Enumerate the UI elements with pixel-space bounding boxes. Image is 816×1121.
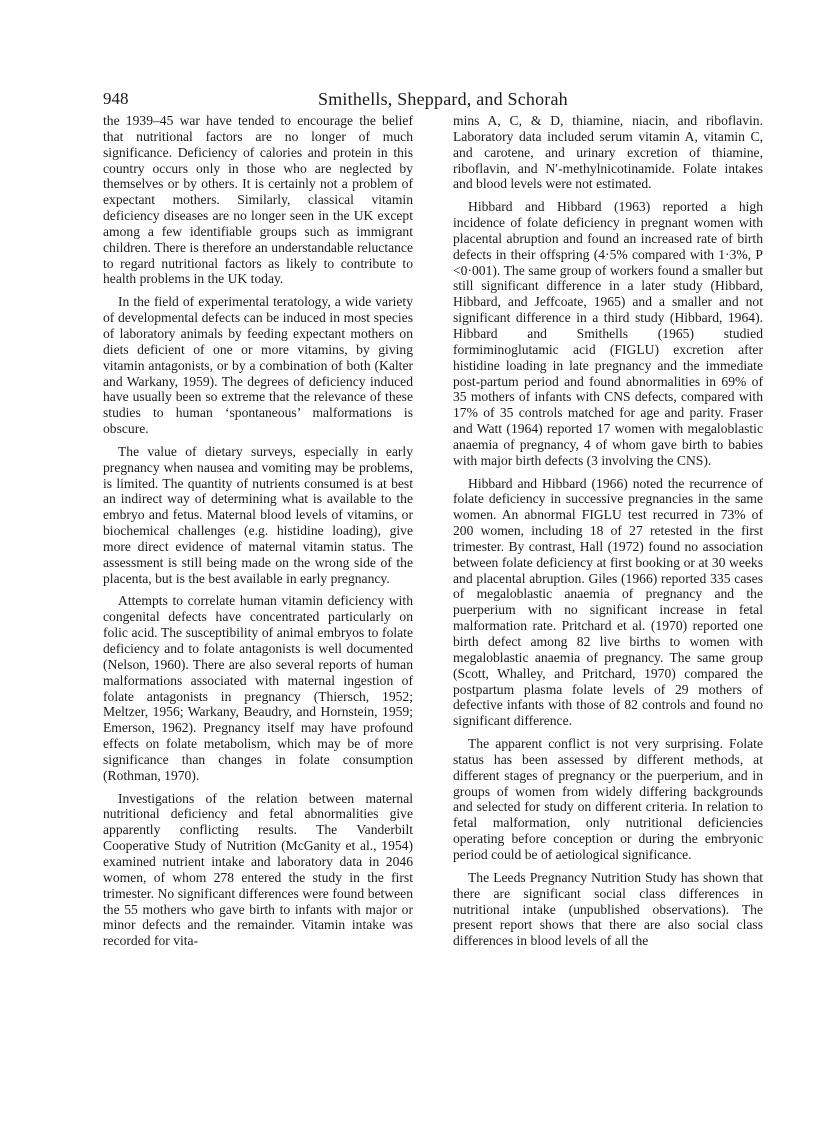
right-column	[453, 113, 763, 949]
paragraph: Hibbard and Hibbard (1966) noted the recurrence of folate deficiency in successive pregnancies in the same women. An abnormal FIGLU test recurred in 73% of 200 women, including 18 of 27 retested in the first trimester. By contrast, Hall (1972) found no association between folate deficiency at first booking or at 30 weeks and placental abruption. Giles (1966) reported 335 cases of megaloblastic anaemia of pregnancy and the puerperium with no significant increase in fetal malformation rate. Pritchard et al. (1970) reported one birth defect among 82 live births to women with megaloblastic anaemia of pregnancy. The same group (Scott, Whalley, and Pritchard, 1970) compared the postpartum plasma folate levels of 29 mothers of defective infants with those of 82 controls and found no significant difference.	[453, 475, 763, 729]
page-header	[103, 86, 763, 112]
paragraph: The apparent conflict is not very surprising. Folate status has been assessed by different methods, at different stages of pregnancy or the puerperium, and in groups of women from widely differing backgrounds and selected for study on different criteria. In relation to fetal malformation, only nutritional deficiencies operating before conception or during the embryonic period could be of aetiological significance.	[453, 736, 763, 862]
paragraph: Attempts to correlate human vitamin deficiency with congenital defects have concentrated particularly on folic acid. The susceptibility of animal embryos to folate deficiency and to folate antagonists is well documented (Nelson, 1960). There are also several reports of human malformations associated with maternal ingestion of folate antagonists in pregnancy (Thiersch, 1952; Meltzer, 1956; Warkany, Beaudry, and Hornstein, 1959; Emerson, 1962). Pregnancy itself may have profound effects on folate metabolism, which may be of more significance than changes in folate consumption (Rothman, 1970).	[103, 593, 413, 783]
paragraph: In the field of experimental teratology, a wide variety of developmental defects can be induced in most species of laboratory animals by feeding expectant mothers on diets deficient of one or more vitamins, by giving vitamin antagonists, or by a combination of both (Kalter and Warkany, 1959). The degrees of deficiency induced have usually been so extreme that the relevance of these studies to human ‘spontaneous’ malformations is obscure.	[103, 294, 413, 437]
left-column	[103, 113, 413, 949]
paragraph: the 1939–45 war have tended to encourage the belief that nutritional factors are no longer of much significance. Deficiency of calories and protein in this country occurs only in those who are neglected by themselves or by others. It is certainly not a problem of expectant mothers. Similarly, classical vitamin deficiency diseases are no longer seen in the UK except among a few identifiable groups such as immigrant children. There is therefore an understandable reluctance to regard nutritional factors as likely to contribute to health problems in the UK today.	[103, 113, 413, 287]
running-head: Smithells, Sheppard, and Schorah	[318, 89, 568, 109]
paragraph: The value of dietary surveys, especially in early pregnancy when nausea and vomiting may be problems, is limited. The quantity of nutrients consumed is at best an indirect way of determining what is available to the embryo and fetus. Maternal blood levels of vitamins, or biochemical challenges (e.g. histidine loading), give more direct evidence of maternal vitamin status. The assessment is still being made on the wrong side of the placenta, but is the best available in early pregnancy.	[103, 443, 413, 586]
paragraph: Investigations of the relation between maternal nutritional deficiency and fetal abnormalities give apparently conflicting results. The Vanderbilt Cooperative Study of Nutrition (McGanity et al., 1954) examined nutrient intake and laboratory data in 2046 women, of whom 278 entered the study in the first trimester. No significant differences were found between the 55 mothers who gave birth to infants with major or minor defects and the remainder. Vitamin intake was recorded for vita-	[103, 790, 413, 949]
page-number: 948	[103, 89, 129, 108]
paragraph: Hibbard and Hibbard (1963) reported a high incidence of folate deficiency in pregnant women with placental abruption and found an increased rate of birth defects in their offspring (4·5% compared with 1·3%, P <0·001). The same group of workers found a smaller but still significant difference in a later study (Hibbard, Hibbard, and Jeffcoate, 1965) and a smaller and not significant difference in a third study (Hibbard, 1964). Hibbard and Smithells (1965) studied formiminoglutamic acid (FIGLU) excretion after histidine loading in late pregnancy and the immediate post-partum period and found abnormalities in 69% of 35 mothers of infants with CNS defects, compared with 17% of 35 controls matched for age and parity. Fraser and Watt (1964) reported 17 women with megaloblastic anaemia of pregnancy, 4 of whom gave birth to babies with major birth defects (3 involving the CNS).	[453, 199, 763, 468]
paragraph: The Leeds Pregnancy Nutrition Study has shown that there are significant social class differences in nutritional intake (unpublished observations). The present report shows that there are also social class differences in blood levels of all the	[453, 869, 763, 949]
paragraph: mins A, C, & D, thiamine, niacin, and riboflavin. Laboratory data included serum vitamin A, vitamin C, and carotene, and urinary excretion of thiamine, riboflavin, and N′-methylnicotinamide. Folate intakes and blood levels were not estimated.	[453, 113, 763, 192]
